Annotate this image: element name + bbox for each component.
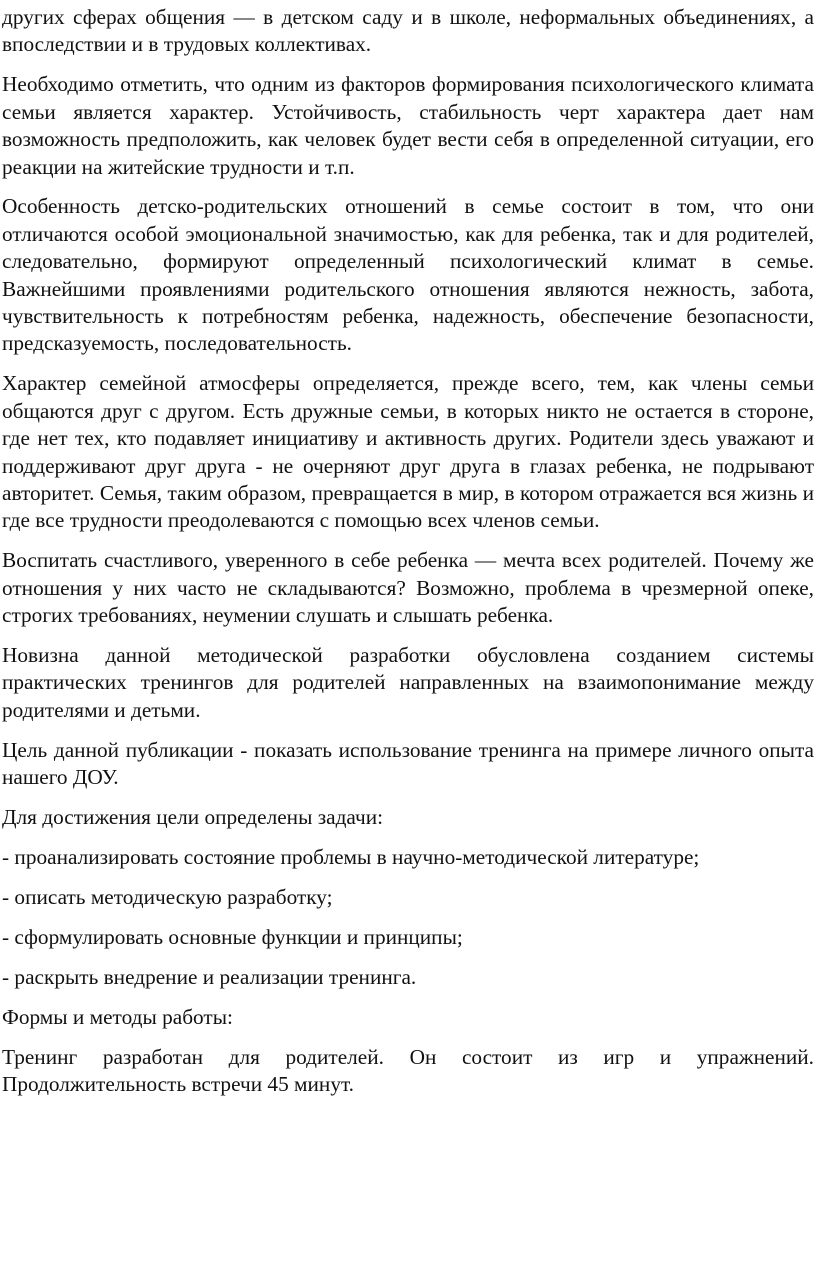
list-item-describe: - описать методическую разработку; xyxy=(2,884,333,909)
paragraph-novelty: Новизна данной методической разработки обусловлена созданием системы практических тренингов для родителей направленных на взаимопонимание между родителями и детьми. xyxy=(2,643,814,722)
list-item-reveal: - раскрыть внедрение и реализации тренинга. xyxy=(2,964,417,989)
list-item-formulate: - сформулировать основные функции и принципы; xyxy=(2,924,463,949)
paragraph-family-atmosphere: Характер семейной атмосферы определяется, прежде всего, тем, как члены семьи общаются друг с другом. Есть дружные семьи, в которых никто не остается в стороне, где нет тех, кто подавляет инициативу и активность других. Родители здесь уважают и поддерживают друг друга - не очерняют друг друга в глазах ребенка, не подрывают авторитет. Семья, таким образом, превращается в мир, в котором отражается вся жизнь и где все трудности преодолеваются с помощью всех членов семьи. xyxy=(2,371,814,533)
paragraph-parent-child-relations: Особенность детско-родительских отношений в семье состоит в том, что они отличаются особой эмоциональной значимостью, как для ребенка, так и для родителей, следовательно, формируют определенный психологический климат в семье. Важнейшими проявлениями родительского отношения являются нежность, забота, чувствительность к потребностям ребенка, надежность, обеспечение безопасности, предсказуемость, последовательность. xyxy=(2,194,814,356)
paragraph-goal: Цель данной публикации - показать использование тренинга на примере личного опыта нашего ДОУ. xyxy=(2,737,814,790)
list-item-analyze: - проанализировать состояние проблемы в научно-методической литературе; xyxy=(2,844,700,869)
paragraph-forms-methods: Формы и методы работы: xyxy=(2,1004,233,1029)
paragraph-tasks-heading: Для достижения цели определены задачи: xyxy=(2,805,384,830)
paragraph-communication-spheres: других сферах общения — в детском саду и в школе, неформальных объединениях, а впоследствии и в трудовых коллективах. xyxy=(2,5,814,57)
paragraph-happy-child: Воспитать счастливого, уверенного в себе ребенка — мечта всех родителей. Почему же отношения у них часто не складываются? Возможно, проблема в чрезмерной опеке, строгих требованиях, неумении слушать и слышать ребенка. xyxy=(2,548,814,628)
paragraph-character-factor: Необходимо отметить, что одним из факторов формирования психологического климата семьи является характер. Устойчивость, стабильность черт характера дает нам возможность предположить, как человек будет вести себя в определенной ситуации, его реакции на житейские трудности и т.п. xyxy=(2,72,814,179)
paragraph-training-info: Тренинг разработан для родителей. Он состоит из игр и упражнений. Продолжительность встречи 45 минут. xyxy=(2,1044,814,1096)
